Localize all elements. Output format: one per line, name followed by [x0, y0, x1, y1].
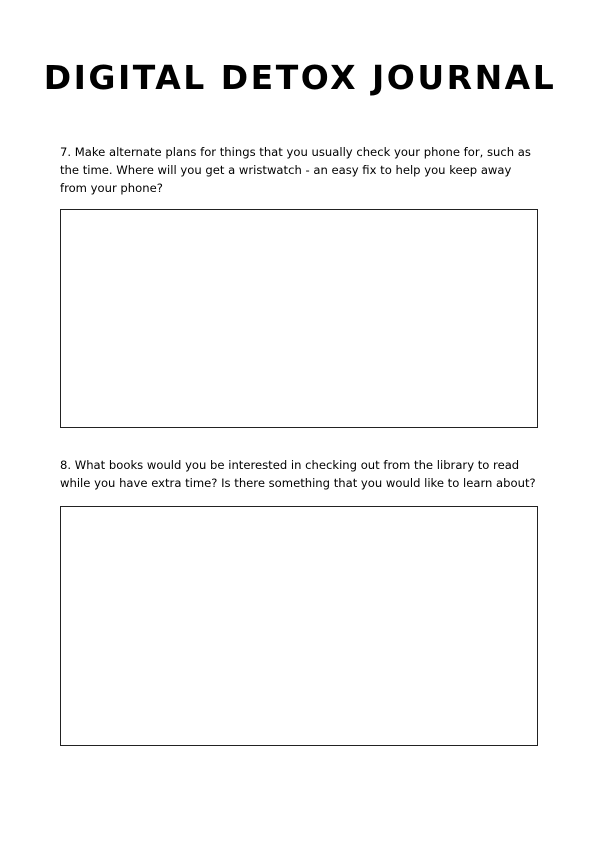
question-8-prompt: 8. What books would you be interested in checking out from the library to read while you have extra time? Is there something that you would like to learn about? — [60, 458, 536, 490]
question-8-answer-box[interactable] — [60, 506, 538, 746]
question-7-prompt: 7. Make alternate plans for things that you usually check your phone for, such as the time. Where will you get a wristwatch - an easy fix to help you keep away from your phone? — [60, 145, 531, 195]
page-title: DIGITAL DETOX JOURNAL — [43, 58, 557, 97]
question-7-answer-box[interactable] — [60, 209, 538, 428]
